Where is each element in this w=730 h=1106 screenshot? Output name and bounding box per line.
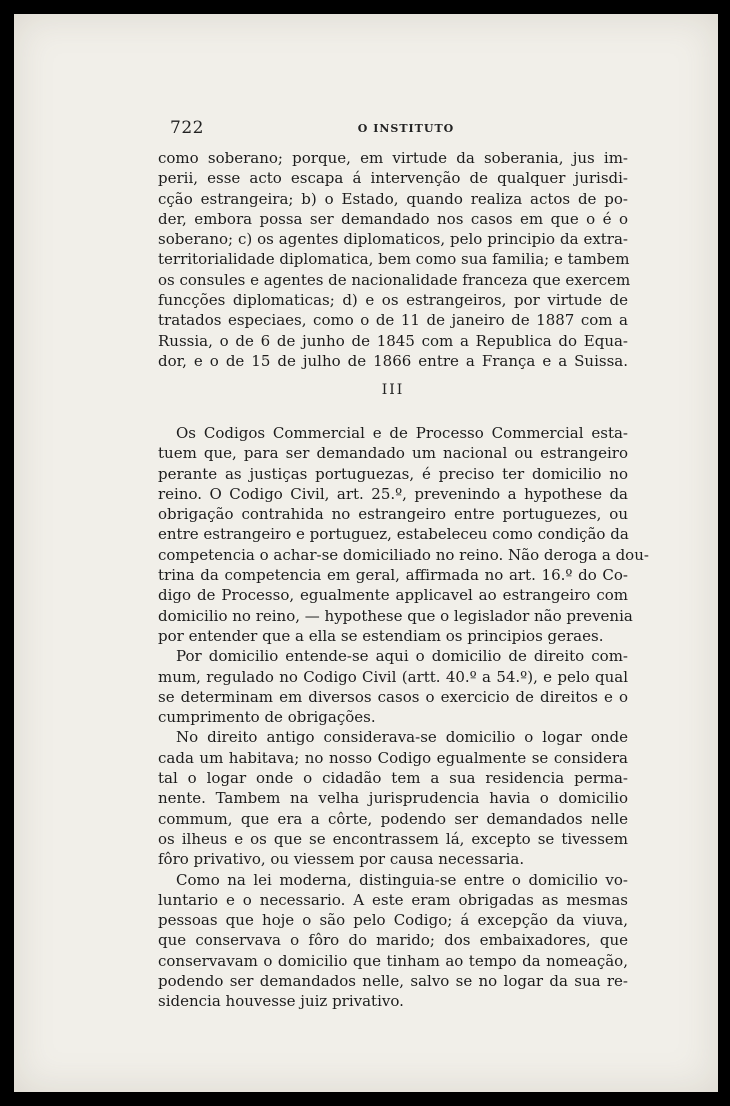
text-line: os ilheus e os que se encontrassem lá, excepto se tivessem	[158, 829, 628, 848]
text-line: reino. O Codigo Civil, art. 25.º, prevenindo a hypothese da	[158, 484, 628, 503]
text-line: No direito antigo considerava-se domicilio o logar onde	[176, 728, 628, 747]
text-line: entre estrangeiro e portuguez, estabeleceu como condição da	[158, 525, 629, 544]
paragraph-1	[158, 148, 631, 371]
text-line: os consules e agentes de nacionalidade franceza que exercem	[158, 270, 631, 289]
text-line: sidencia houvesse juiz privativo.	[158, 992, 404, 1011]
text-line: mum, regulado no Codigo Civil (artt. 40.º a 54.º), e pelo qual	[158, 667, 628, 686]
text-line: territorialidade diplomatica, bem como sua familia; e tambem	[158, 250, 630, 269]
section-heading: III	[381, 382, 405, 398]
page-header	[170, 118, 642, 142]
text-line: podendo ser demandados nelle, salvo se no logar da sua re-	[158, 972, 628, 991]
text-line: pessoas que hoje o são pelo Codigo; á excepção da viuva,	[158, 911, 628, 930]
text-line: soberano; c) os agentes diplomaticos, pelo principio da extra-	[158, 230, 628, 249]
text-line: competencia o achar-se domiciliado no reino. Não deroga a dou-	[158, 545, 649, 564]
text-line: fôro privativo, ou viessem por causa necessaria.	[158, 850, 525, 869]
running-title: O INSTITUTO	[357, 122, 455, 135]
text-line: Russia, o de 6 de junho de 1845 com a Republica do Equa-	[158, 331, 628, 350]
text-line: obrigação contrahida no estrangeiro entre portuguezes, ou	[158, 505, 628, 524]
text-line: por entender que a ella se estendiam os principios geraes.	[158, 626, 604, 645]
text-line: funcções diplomaticas; d) e os estrangeiros, por virtude de	[158, 291, 628, 310]
text-line: domicilio no reino, — hypothese que o legislador não prevenia	[158, 606, 633, 625]
text-line: que conservava o fôro do marido; dos embaixadores, que	[158, 931, 628, 950]
text-line: tratados especiaes, como o de 11 de janeiro de 1887 com a	[158, 311, 628, 330]
text-line: nente. Tambem na velha jurisprudencia havia o domicilio	[158, 789, 628, 808]
text-line: Como na lei moderna, distinguia-se entre o domicilio vo-	[176, 870, 628, 889]
text-line: luntario e o necessario. A este eram obrigadas as mesmas	[158, 890, 628, 909]
text-line: conservavam o domicilio que tinham ao tempo da nomeação,	[158, 951, 628, 970]
text-line: commum, que era a côrte, podendo ser demandados nelle	[158, 809, 628, 828]
text-line: der, embora possa ser demandado nos casos em que o é o	[158, 209, 628, 228]
text-line: Os Codigos Commercial e de Processo Commercial esta-	[176, 424, 628, 442]
text-line: se determinam em diversos casos o exercicio de direitos e o	[158, 687, 628, 706]
text-line: Por domicilio entende-se aqui o domicilio de direito com-	[176, 647, 628, 666]
text-line: perii, esse acto escapa á intervenção de qualquer jurisdi-	[158, 169, 628, 188]
text-line: tuem que, para ser demandado um nacional ou estrangeiro	[158, 444, 628, 463]
text-line: cção estrangeira; b) o Estado, quando realiza actos de po-	[158, 189, 628, 208]
text-line: digo de Processo, egualmente applicavel ao estrangeiro com	[158, 586, 628, 605]
text-line: como soberano; porque, em virtude da soberania, jus im-	[158, 149, 628, 167]
text-line: cumprimento de obrigações.	[158, 708, 376, 727]
text-line: dor, e o de 15 de julho de 1866 entre a França e a Suissa.	[158, 351, 628, 370]
page-number: 722	[170, 118, 204, 138]
text-line: cada um habitava; no nosso Codigo egualmente se considera	[158, 748, 628, 767]
text-line: perante as justiças portuguezas, é preciso ter domicilio no	[158, 464, 628, 483]
text-line: tal o logar onde o cidadão tem a sua residencia perma-	[158, 769, 628, 788]
text-line: trina da competencia em geral, affirmada no art. 16.º do Co-	[158, 566, 628, 585]
paragraph-2	[158, 423, 649, 1012]
